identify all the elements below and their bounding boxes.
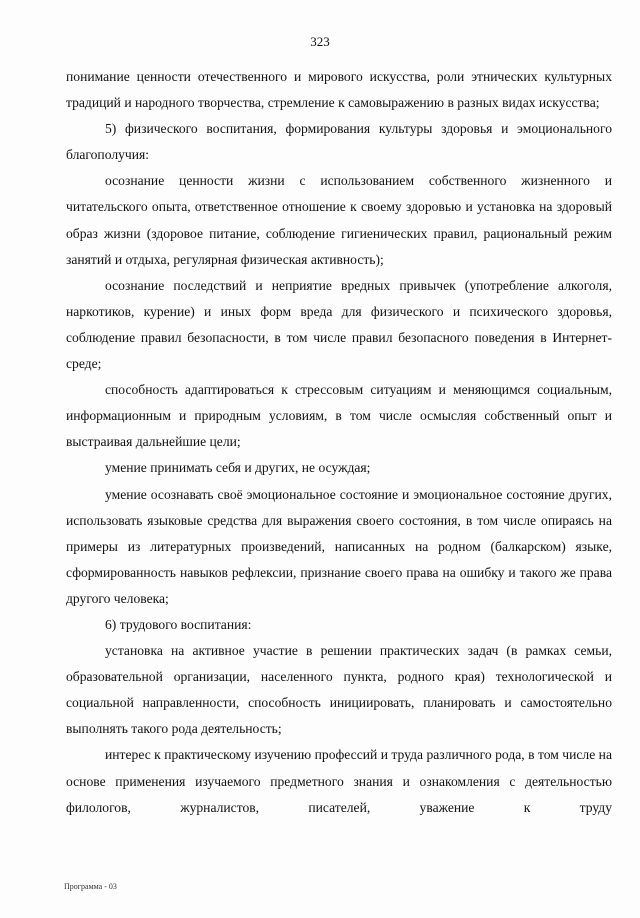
paragraph-section-6-heading: 6) трудового воспитания: <box>105 616 252 632</box>
paragraph-professions-interest: интерес к практическому изучению профессий и труда различного рода, в том числе на основе применения изучаемого предметного знания и ознакомления с деятельностью филологов, журналистов, писателей, уважение к труду <box>66 747 612 815</box>
paragraph-value-of-life: осознание ценности жизни с использованием собственного жизненного и читательского опыта, ответственное отношение к своему здоровью и установка на здоровый образ жизни (здоровое питание, соблюдение гигиенических правил, рациональный режим занятий и отдыха, регулярная физическая активность); <box>66 173 612 267</box>
page-footer: Программа - 03 <box>64 882 117 891</box>
page-body <box>66 64 612 821</box>
paragraph-section-5-heading: 5) физического воспитания, формирования культуры здоровья и эмоционального благополучия: <box>66 121 612 163</box>
paragraph-stress-adaptation: способность адаптироваться к стрессовым ситуациям и меняющимся социальным, информационным и природным условиям, в том числе осмысляя собственный опыт и выстраивая дальнейшие цели; <box>66 382 612 450</box>
paragraph-practical-tasks: установка на активное участие в решении практических задач (в рамках семьи, образовательной организации, населенного пункта, родного края) технологической и социальной направленности, способность инициировать, планировать и самостоятельно выполнять такого рода деятельность; <box>66 643 612 737</box>
paragraph-self-acceptance: умение принимать себя и других, не осуждая; <box>105 460 371 476</box>
paragraph-art-appreciation: понимание ценности отечественного и мирового искусства, роли этнических культурных традиций и народного творчества, стремление к самовыражению в разных видах искусства; <box>66 69 612 111</box>
paragraph-emotional-awareness: умение осознавать своё эмоциональное состояние и эмоциональное состояние других, использовать языковые средства для выражения своего состояния, в том числе опираясь на примеры из литературных произведений, написанных на родном (балкарском) языке, сформированность навыков рефлексии, признание своего права на ошибку и такого же права другого человека; <box>66 486 612 606</box>
page-number: 323 <box>310 34 330 49</box>
paragraph-harmful-habits: осознание последствий и неприятие вредных привычек (употребление алкоголя, наркотиков, курение) и иных форм вреда для физического и психического здоровья, соблюдение правил безопасности, в том числе правил безопасного поведения в Интернет-среде; <box>66 277 612 372</box>
